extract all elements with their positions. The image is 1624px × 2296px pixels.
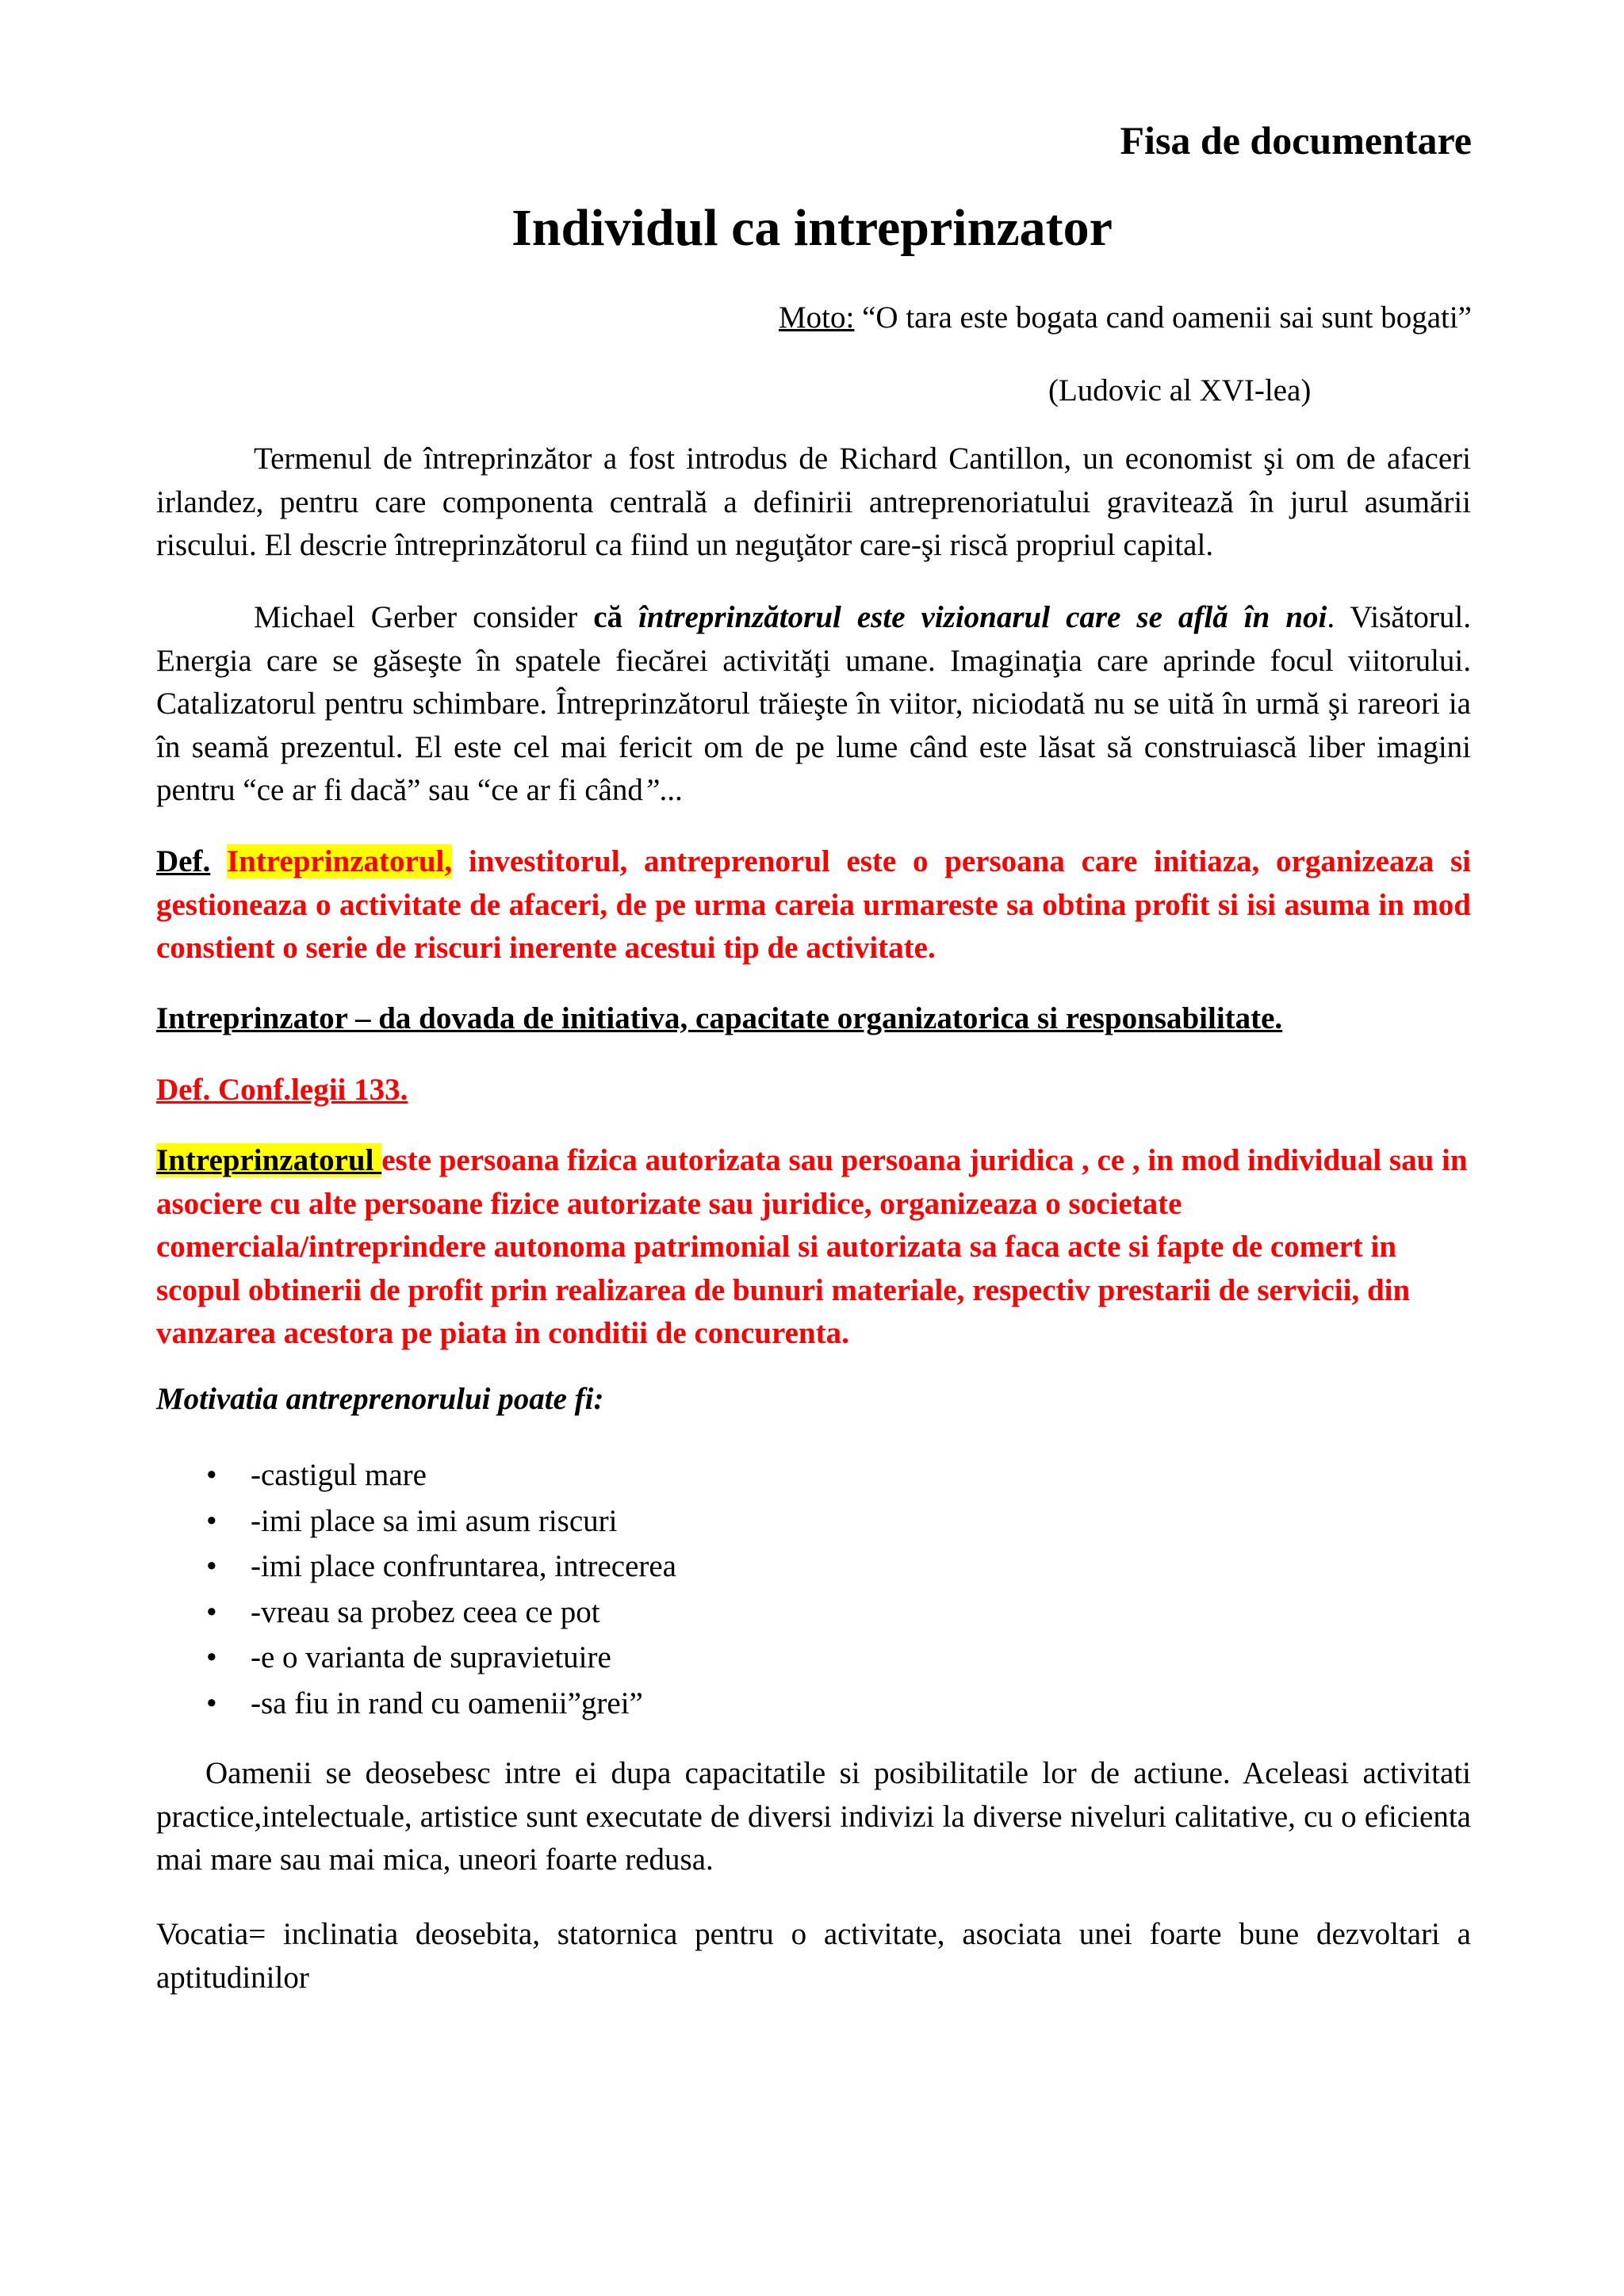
page-title: Individul ca intreprinzator — [511, 199, 1113, 257]
document-type-heading: Fisa de documentare — [1120, 118, 1472, 163]
definition-1-text: investitorul, antreprenorul este o persoana care initiaza, organizeaza si gestioneaza o activitate de afaceri, de pe urma careia urmareste sa obtina profit si isi asuma in mod constient o serie de riscuri inerente acestui tip de activitate. — [156, 844, 1472, 965]
list-item: • -e o varianta de supravietuire — [206, 1635, 676, 1681]
bullet-icon: • — [206, 1458, 217, 1492]
motto-author: (Ludovic al XVI-lea) — [1048, 373, 1312, 408]
gerber-bold-ca: că — [593, 600, 639, 634]
list-item: • -vreau sa probez ceea ce pot — [206, 1590, 676, 1636]
definition-3-term: Intreprinzatorul — [156, 1143, 382, 1177]
gerber-rest: . Visătorul. Energia care se găseşte în spatele fiecărei activităţi umane. Imaginaţia care aprinde focul viitorului. Catalizatorul pentru schimbare. Întreprinzătorul trăieşte în viitor, niciodată nu se uită în urmă şi rareori ia în seamă prezentul. El este cel mai fericit om de pe lume când este lăsat să construiască liber imagini pentru “ce ar fi dacă” sau “ce ar fi când — [156, 600, 1471, 807]
bullet-icon: • — [206, 1594, 217, 1629]
list-item: • -imi place confruntarea, intrecerea — [206, 1544, 676, 1590]
bullet-icon: • — [206, 1640, 217, 1674]
motto-label: Moto: — [779, 300, 855, 335]
bullet-icon: • — [206, 1503, 217, 1538]
list-item: • -castigul mare — [206, 1452, 676, 1498]
motto — [779, 300, 1472, 335]
motivation-heading: Motivatia antreprenorului poate fi: — [156, 1382, 604, 1416]
paragraph-vocatia: Vocatia= inclinatia deosebita, statornica pentru o activitate, asociata unei foarte bune dezvoltari a aptitudinilor — [156, 1917, 1471, 1995]
definition-3 — [156, 1139, 1471, 1356]
intreprinzator-line: Intreprinzator – da dovada de initiativa, capacitate organizatorica si responsabilitate. — [156, 1001, 1283, 1035]
definition-2-title: Def. Conf.legii 133. — [156, 1073, 408, 1107]
definition-3-text: este persoana fizica autorizata sau persoana juridica , ce , in mod individual sau in asociere cu alte persoane fizice autorizate sau juridice, organizeaza o societate comerciala/intreprindere autonoma patrimonial si autorizata sa faca acte si fapte de comert in scopul obtinerii de profit prin realizarea de bunuri materiale, respectiv prestarii de servicii, din vanzarea acestora pe piata in conditii de concurenta. — [156, 1143, 1468, 1350]
gerber-lead: Michael Gerber consider — [254, 600, 594, 634]
definition-1-term: Intreprinzatorul, — [226, 844, 453, 878]
list-item: • -imi place sa imi asum riscuri — [206, 1498, 676, 1544]
paragraph-gerber — [156, 596, 1471, 813]
list-item: • -sa fiu in rand cu oamenii”grei” — [206, 1681, 676, 1727]
bullet-icon: • — [206, 1549, 217, 1583]
motto-quote: “O tara este bogata cand oamenii sai sunt bogati” — [854, 300, 1472, 335]
bullet-icon: • — [206, 1686, 217, 1720]
paragraph-capacities: Oamenii se deosebesc intre ei dupa capacitatile si posibilitatile lor de actiune. Aceleasi activitati practice,intelectuale, artistice sunt executate de diversi indivizi la diverse niveluri calitative, cu o eficienta mai mare sau mai mica, uneori foarte redusa. — [156, 1756, 1471, 1877]
gerber-bold-italic: întreprinzătorul este vizionarul care se află în noi — [638, 600, 1327, 634]
definition-1-label: Def. — [156, 844, 211, 878]
paragraph-cantillon: Termenul de întreprinzător a fost introdus de Richard Cantillon, un economist şi om de afaceri irlandez, pentru care componenta centrală a definirii antreprenoriatului gravitează în jurul asumării riscului. El descrie întreprinzătorul ca fiind un neguţător care-şi riscă propriul capital. — [156, 442, 1471, 562]
motivation-list — [206, 1452, 676, 1726]
definition-1 — [156, 840, 1471, 970]
gerber-ending: ”... — [642, 773, 684, 807]
